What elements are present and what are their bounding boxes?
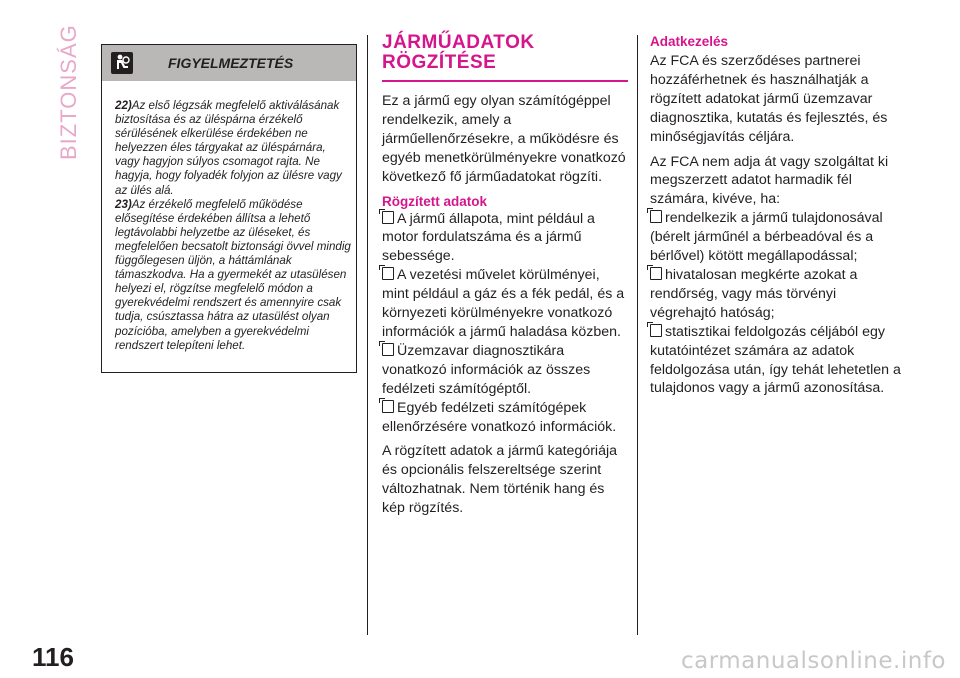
list-item: Üzemzavar diagnosztikára vonatkozó információk az összes fedélzeti számítógéptől.: [382, 342, 591, 397]
recorded-data-heading: Rögzített adatok: [382, 193, 488, 209]
section-label: BIZTONSÁG: [56, 24, 81, 160]
warning-item-text: Az érzékelő megfelelő működése elősegítése érdekében állítsa a lehető legtávolabbi helyzetbe az üléseket, és megfelelően becsatolt biztonsági övvel mindig függőlegesen üljön, a háttámlának támaszkodva. Ha a gyermekét az utasülésen helyezi el, rögzítse megfelelő módon a gyerekvédelmi rendszert és amennyire csak tudja, csúsztassa hátra az utasülést olyan pozícióba, amelyben a gyerekvédelmi rendszert telepíteni lehet.: [115, 197, 351, 352]
bullet-icon: [382, 343, 394, 356]
section-title: [382, 33, 628, 73]
title-underline: [382, 80, 628, 82]
data-handling-paragraph: Az FCA és szerződéses partnerei hozzáférhetnek és használhatják a rögzített adatokat jármű üzemzavar diagnosztika, kutatás és fejlesztés, és minőségjavítás céljára.: [650, 53, 888, 145]
bullet-icon: [382, 267, 394, 280]
warning-item-22: [115, 99, 353, 198]
bullet-icon: [382, 211, 394, 224]
data-recording-column: [382, 33, 628, 524]
bullet-icon: [650, 324, 662, 337]
bullet-icon: [650, 210, 662, 223]
list-item: rendelkezik a jármű tulajdonosával (bérelt járműnél a bérbeadóval és a bérlővel) kötött megállapodással;: [650, 210, 883, 265]
data-handling-column: [650, 33, 906, 398]
list-item: hivatalosan megkérte azokat a rendőrség, vagy más törvényi végrehajtó hatóság;: [650, 266, 858, 321]
warning-item-text: Az első légzsák megfelelő aktiválásának biztosítása és az üléspárna érzékelő sérülésének elkerülése érdekében ne helyezzen éles tárgyakat az üléspárnára, vagy hagyjon súlyos csomagot rajta. Ne hagyja, hogy folyadék folyjon az ülésre vagy az ülés alá.: [115, 99, 342, 197]
watermark: carmanualsonline.info: [680, 648, 946, 674]
list-item: Egyéb fedélzeti számítógépek ellenőrzésére vonatkozó információk.: [382, 399, 617, 435]
driver-airbag-warning-icon: [110, 51, 134, 75]
intro-paragraph: Ez a jármű egy olyan számítógéppel rendelkezik, amely a járműellenőrzésekre, a működésre és egyéb menetkörülményekre vonatkozó következő fő járműadatokat rögzíti.: [382, 93, 626, 185]
list-item: statisztikai feldolgozás céljából egy kutatóintézet számára az adatok feldolgozása után, így tehát lehetetlen a tulajdonos vagy a jármű azonosítása.: [650, 323, 901, 397]
list-item: A jármű állapota, mint például a motor fordulatszáma és a jármű sebessége.: [382, 210, 595, 265]
page-number: 116: [32, 642, 74, 672]
list-item: A vezetési művelet körülményei, mint például a gáz és a fék pedál, és a környezeti körülményekre vonatkozó információk a jármű haladása közben.: [382, 267, 625, 340]
column-divider: [367, 35, 368, 635]
data-handling-heading: Adatkezelés: [650, 34, 729, 49]
warning-header: [102, 45, 356, 81]
section-title-line: JÁRMŰADATOK: [382, 32, 535, 53]
data-handling-paragraph: Az FCA nem adja át vagy szolgáltat ki megszerzett adatot harmadik fél számára, kivéve, ha:: [650, 153, 889, 208]
warning-title: FIGYELMEZTETÉS: [168, 55, 294, 71]
warning-text: [115, 99, 353, 353]
bullet-icon: [382, 400, 394, 413]
column-divider: [637, 35, 638, 635]
warning-item-number: 22): [115, 99, 132, 112]
bullet-icon: [650, 267, 662, 280]
section-title-line: RÖGZÍTÉSE: [382, 52, 497, 73]
warning-box: [101, 44, 357, 373]
warning-item-number: 23): [115, 197, 132, 211]
warning-item-23: [115, 198, 353, 353]
closing-paragraph: A rögzített adatok a jármű kategóriája és opcionális felszereltsége szerint változhatnak. Nem történik hang és kép rögzítés.: [382, 443, 618, 517]
